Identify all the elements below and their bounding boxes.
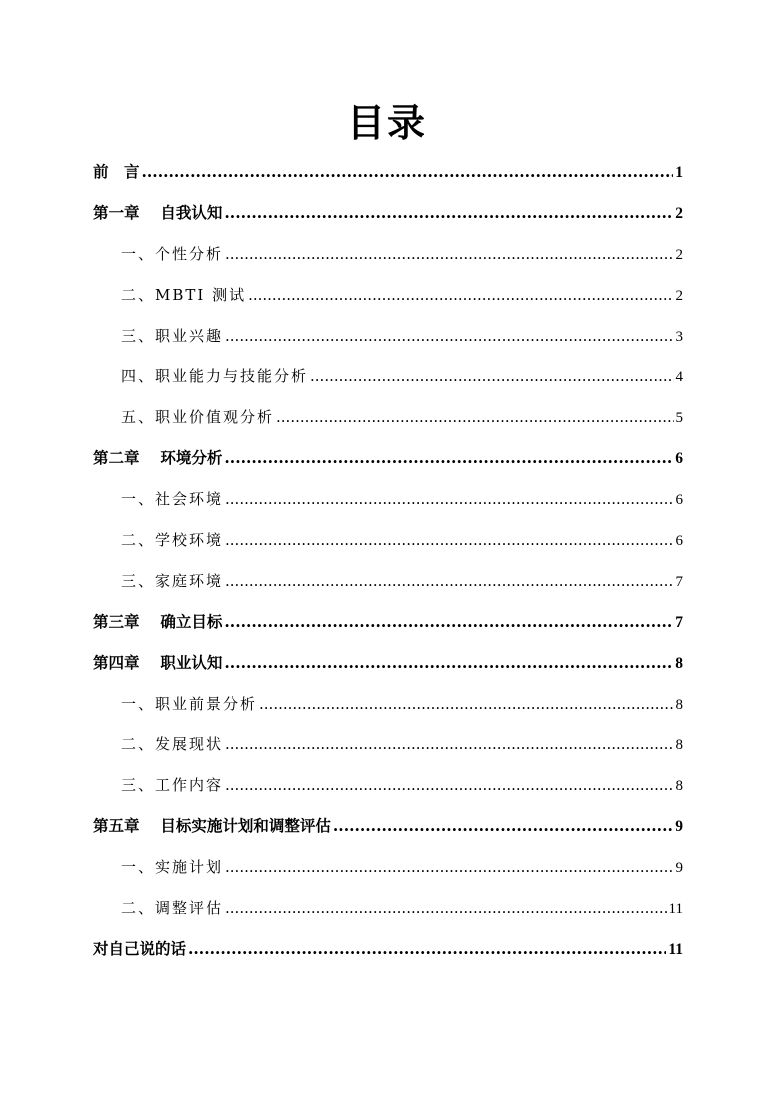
toc-dot-leader [142,152,674,193]
toc-entry-label: 三、职业兴趣 [121,326,224,345]
toc-entry-label: 一、个性分析 [121,244,224,263]
toc-page-number: 8 [675,654,683,672]
toc-entry-label: 五、职业价值观分析 [121,408,275,427]
toc-page-number: 11 [668,940,683,958]
toc-entry-label: 二、调整评估 [121,899,224,918]
toc-dot-leader [225,847,673,888]
toc-entry-label: 第四章 职业认知 [93,652,223,672]
toc-page-number: 5 [675,410,683,427]
toc-page-number: 9 [675,860,683,877]
toc-entry-label: 一、社会环境 [121,490,224,509]
toc-entry-label: 第一章 自我认知 [93,202,223,222]
toc-section-entry[interactable] [93,561,683,602]
toc-entry-label: 一、职业前景分析 [121,694,258,713]
toc-page-number: 6 [675,492,683,509]
toc-chapter-entry[interactable] [93,152,683,193]
toc-dot-leader [225,765,673,806]
toc-entry-label: 二、MBTI 测试 [121,285,247,304]
toc-entry-label: 第二章 环境分析 [93,448,223,468]
page-title: 目录 [346,101,427,145]
toc-chapter-entry[interactable] [93,193,683,234]
toc-chapter-entry[interactable] [93,929,683,970]
toc-section-entry[interactable] [93,356,683,397]
toc-dot-leader [224,602,673,643]
toc-section-entry[interactable] [93,765,683,806]
toc-section-entry[interactable] [93,847,683,888]
toc-chapter-entry[interactable] [93,602,683,643]
toc-entry-label: 第五章 目标实施计划和调整评估 [93,816,331,836]
toc-dot-leader [259,684,673,725]
toc-dot-leader [188,929,666,970]
toc-dot-leader [224,438,673,479]
toc-page-number: 6 [675,450,683,468]
toc-entry-label: 二、发展现状 [121,735,224,754]
toc-dot-leader [225,479,673,520]
toc-entry-label: 四、职业能力与技能分析 [121,367,309,386]
toc-page-number: 2 [675,204,683,222]
toc-entry-label: 三、工作内容 [121,776,224,795]
toc-section-entry[interactable] [93,684,683,725]
toc-dot-leader [224,643,673,684]
toc-entry-label: 三、家庭环境 [121,571,224,590]
toc-page-number: 6 [675,533,683,550]
toc-dot-leader [225,234,673,275]
toc-dot-leader [224,193,673,234]
toc-dot-leader [225,316,673,357]
toc-section-entry[interactable] [93,397,683,438]
toc-entry-label: 第三章 确立目标 [93,611,223,631]
toc-page-number: 8 [675,696,683,713]
toc-page-number: 4 [675,369,683,386]
toc-page-number: 8 [675,778,683,795]
toc-page-number: 2 [675,287,683,304]
toc-entry-label: 二、学校环境 [121,531,224,550]
toc-dot-leader [225,888,667,929]
toc-entry-label: 前 言 [93,162,140,181]
toc-dot-leader [225,520,673,561]
toc-dot-leader [248,275,673,316]
toc-page-number: 2 [675,246,683,263]
toc-page-number: 11 [668,901,683,918]
toc-section-entry[interactable] [93,520,683,561]
toc-chapter-entry[interactable] [93,643,683,684]
toc-dot-leader [310,356,673,397]
toc-chapter-entry[interactable] [93,438,683,479]
toc-section-entry[interactable] [93,888,683,929]
toc-page-number: 7 [675,573,683,590]
toc-page-number: 9 [675,818,683,836]
toc-chapter-entry[interactable] [93,806,683,847]
toc-section-entry[interactable] [93,479,683,520]
toc-section-entry[interactable] [93,275,683,316]
toc-page-number: 8 [675,737,683,754]
toc-section-entry[interactable] [93,724,683,765]
toc-page-number: 3 [675,328,683,345]
toc-page-number: 7 [675,613,683,631]
toc-dot-leader [333,806,673,847]
toc-section-entry[interactable] [93,234,683,275]
table-of-contents [93,152,683,970]
toc-dot-leader [225,724,673,765]
toc-dot-leader [225,561,673,602]
toc-dot-leader [276,397,673,438]
toc-section-entry[interactable] [93,316,683,357]
toc-page-number: 1 [675,164,683,181]
toc-entry-label: 一、实施计划 [121,858,224,877]
toc-entry-label: 对自己说的话 [93,938,187,958]
